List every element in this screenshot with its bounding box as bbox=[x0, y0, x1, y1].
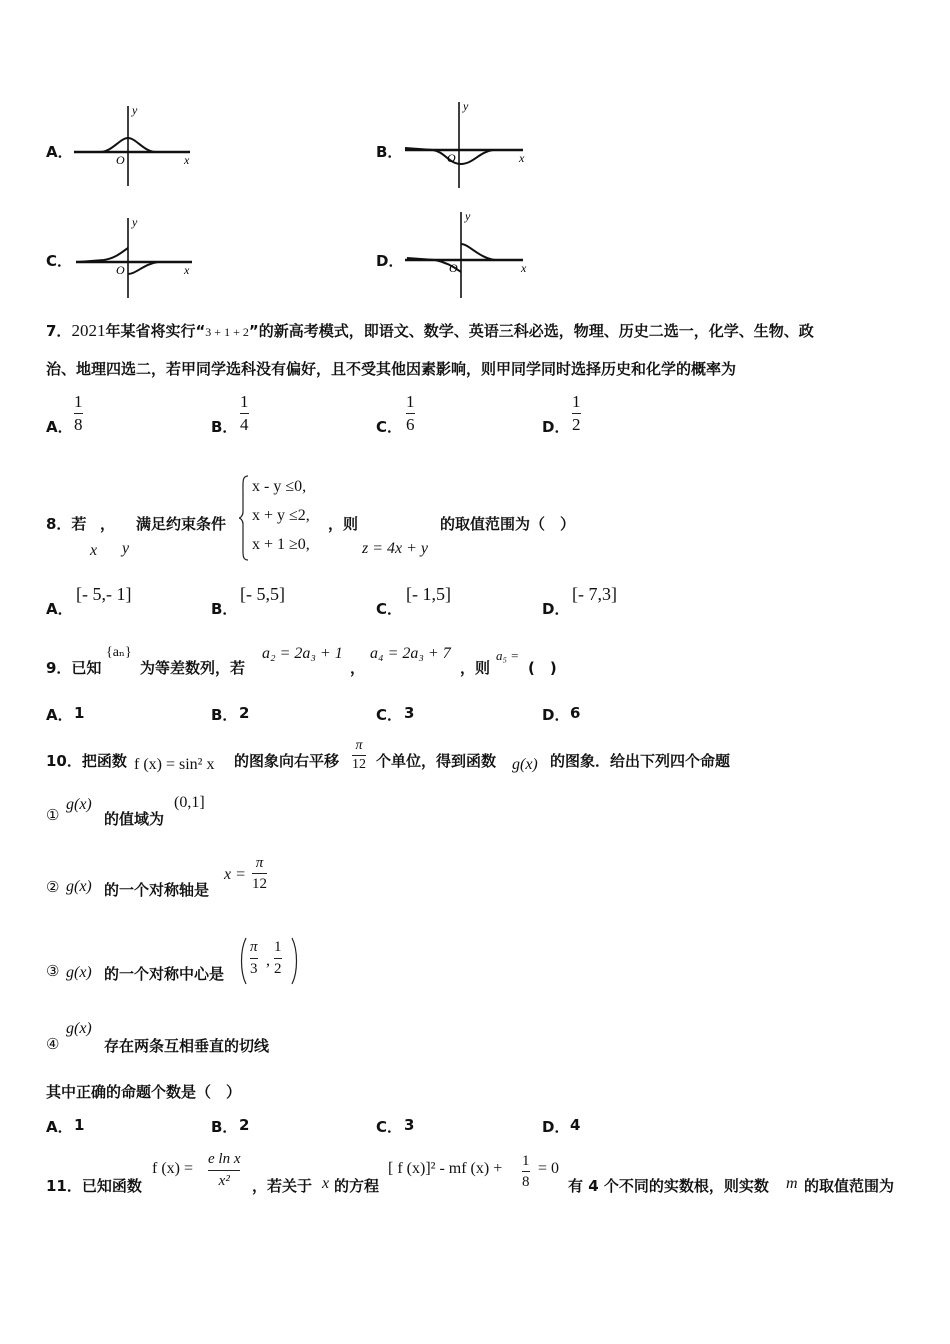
q10-prop2-mark: ② bbox=[46, 880, 60, 896]
x-label: x bbox=[519, 151, 525, 165]
q10-prop2-x: x = bbox=[224, 866, 246, 883]
origin-label: O bbox=[116, 153, 125, 167]
q9-option-b-value: 2 bbox=[239, 704, 250, 722]
q8-brace bbox=[238, 474, 250, 562]
q9-option-a-label: A． bbox=[46, 706, 73, 724]
x-label: x bbox=[521, 261, 527, 275]
q9-text3: ( ) bbox=[528, 659, 557, 677]
q10-shift-fraction bbox=[352, 738, 366, 773]
q6-option-b-label: B． bbox=[376, 143, 403, 161]
q11-equation-left: [ f (x)]² - mf (x) + bbox=[388, 1160, 503, 1177]
q6-option-c-label: C． bbox=[46, 252, 73, 270]
q8-text1: 满足约束条件 bbox=[136, 515, 227, 533]
q9-equation-3: a₅ = bbox=[496, 648, 520, 663]
q10-prop3-text: 的一个对称中心是 bbox=[104, 965, 225, 983]
q10-prop1-mark: ① bbox=[46, 808, 60, 824]
q9-option-c-label: C． bbox=[376, 706, 403, 724]
q11-text2: 的方程 bbox=[334, 1177, 380, 1195]
q10-text1: 的图象向右平移 bbox=[234, 752, 340, 770]
q10-function-g: g(x) bbox=[512, 756, 538, 773]
q9-separator: ， bbox=[350, 659, 366, 677]
q11-var-x: x bbox=[322, 1175, 330, 1192]
q6-graph-d bbox=[403, 206, 535, 300]
q6-graph-c bbox=[74, 212, 204, 300]
q10-question: 其中正确的命题个数是（ ） bbox=[46, 1083, 242, 1101]
q9-sequence: {aₙ} bbox=[106, 645, 132, 660]
denominator: 12 bbox=[252, 876, 267, 892]
q11-equation-right: = 0 bbox=[538, 1160, 560, 1177]
y-label: y bbox=[465, 209, 471, 223]
q8-option-b-label: B． bbox=[211, 600, 238, 618]
q10-prop3-fraction-2 bbox=[274, 938, 282, 979]
q7-option-d-label: D． bbox=[542, 418, 570, 436]
q10-prop4-g: g(x) bbox=[66, 1020, 92, 1037]
q8-option-c-value: [- 1,5] bbox=[406, 584, 451, 604]
q10-prop2-text: 的一个对称轴是 bbox=[104, 881, 210, 899]
q11-var-m: m bbox=[786, 1175, 798, 1192]
q8-constraint-1: x - y ≤0, bbox=[252, 478, 307, 495]
q10-prop3-fraction-1 bbox=[250, 938, 258, 979]
origin-label: O bbox=[449, 261, 458, 275]
y-label: y bbox=[132, 103, 138, 117]
denominator: x² bbox=[218, 1173, 230, 1189]
q10-option-a-label: A． bbox=[46, 1118, 73, 1136]
q10-prop1-text: 的值域为 bbox=[104, 810, 165, 828]
q7-mode: 3 + 1 + 2 bbox=[205, 325, 249, 339]
q9-text2: ，则 bbox=[460, 659, 491, 677]
q11-function-f: f (x) = bbox=[152, 1160, 194, 1177]
q10-prop3-mark: ③ bbox=[46, 964, 60, 980]
q10-prop1-value: (0,1] bbox=[174, 794, 205, 811]
q8-var-y: y bbox=[122, 540, 130, 557]
q10-prop4-mark: ④ bbox=[46, 1037, 60, 1053]
q8-option-d-label: D． bbox=[542, 600, 570, 618]
q10-option-d-label: D． bbox=[542, 1118, 570, 1136]
q9-equation-2: a₄ = 2a₃ + 7 bbox=[370, 645, 451, 662]
q7-option-a-fraction bbox=[74, 392, 83, 435]
q11-number: 11．已知函数 bbox=[46, 1177, 142, 1195]
q9-option-d-label: D． bbox=[542, 706, 570, 724]
q8-option-a-value: [- 5,- 1] bbox=[76, 584, 132, 604]
q10-option-a-value: 1 bbox=[74, 1116, 85, 1134]
q8-constraint-3: x + 1 ≥0, bbox=[252, 536, 310, 553]
q8-constraint-2: x + y ≤2, bbox=[252, 507, 310, 524]
numerator: 1 bbox=[240, 392, 249, 411]
q7-option-c-label: C． bbox=[376, 418, 403, 436]
origin-label: O bbox=[116, 263, 125, 277]
origin-label: O bbox=[447, 151, 456, 165]
q9-text1: 为等差数列，若 bbox=[140, 659, 246, 677]
numerator: 1 bbox=[406, 392, 415, 411]
q8-comma: ， bbox=[100, 515, 116, 533]
q8-option-b-value: [- 5,5] bbox=[240, 584, 285, 604]
q7-option-b-label: B． bbox=[211, 418, 238, 436]
denominator: 12 bbox=[352, 757, 366, 772]
denominator: 8 bbox=[74, 415, 83, 434]
q6-graph-a bbox=[72, 100, 202, 190]
q11-text4: 的取值范围为 bbox=[804, 1177, 895, 1195]
q7-text2: ”的新高考模式，即语文、数学、英语三科必选，物理、历史二选一，化学、生物、政 bbox=[248, 322, 814, 340]
q10-prop2-fraction bbox=[252, 854, 267, 893]
y-label: y bbox=[132, 215, 138, 229]
q6-option-d-label: D． bbox=[376, 252, 404, 270]
q7-text1: 年某省将实行“ bbox=[105, 322, 206, 340]
q9-option-c-value: 3 bbox=[404, 704, 415, 722]
q11-equation-fraction bbox=[522, 1152, 530, 1191]
numerator: π bbox=[250, 939, 258, 955]
q7-option-c-fraction bbox=[406, 392, 415, 435]
q11-text3: 有 4 个不同的实数根，则实数 bbox=[568, 1177, 769, 1195]
numerator: 1 bbox=[522, 1153, 530, 1169]
x-label: x bbox=[184, 263, 190, 277]
q10-prop1-g: g(x) bbox=[66, 796, 92, 813]
q7-line2: 治、地理四选二，若甲同学选科没有偏好，且不受其他因素影响，则甲同学同时选择历史和化学的概率为 bbox=[46, 360, 737, 378]
q10-option-c-value: 3 bbox=[404, 1116, 415, 1134]
q8-option-c-label: C． bbox=[376, 600, 403, 618]
q9-number: 9．已知 bbox=[46, 659, 102, 677]
q11-text1: ，若关于 bbox=[252, 1177, 313, 1195]
curve bbox=[407, 244, 521, 272]
q8-var-x: x bbox=[90, 542, 98, 559]
q10-option-b-value: 2 bbox=[239, 1116, 250, 1134]
q10-prop3-comma: , bbox=[266, 952, 270, 969]
q8-option-d-value: [- 7,3] bbox=[572, 584, 617, 604]
q10-prop2-g: g(x) bbox=[66, 878, 92, 895]
q10-text2: 个单位，得到函数 bbox=[376, 752, 497, 770]
q8-text2: ，则 bbox=[328, 515, 359, 533]
denominator: 3 bbox=[250, 961, 258, 977]
q6-option-a-label: A． bbox=[46, 143, 73, 161]
y-label: y bbox=[463, 99, 469, 113]
numerator: π bbox=[355, 738, 363, 753]
q7-year: 2021 bbox=[71, 321, 106, 340]
x-label: x bbox=[184, 153, 190, 167]
denominator: 2 bbox=[274, 961, 282, 977]
q9-option-a-value: 1 bbox=[74, 704, 85, 722]
numerator: π bbox=[255, 855, 264, 871]
q8-text3: 的取值范围为（ ） bbox=[440, 515, 576, 533]
q9-option-d-value: 6 bbox=[570, 704, 581, 722]
denominator: 8 bbox=[522, 1174, 530, 1190]
q9-option-b-label: B． bbox=[211, 706, 238, 724]
q8-objective: z = 4x + y bbox=[362, 540, 429, 557]
q10-number: 10．把函数 bbox=[46, 752, 127, 770]
q6-graph-b bbox=[403, 96, 533, 190]
q9-equation-1: a₂ = 2a₃ + 1 bbox=[262, 645, 343, 662]
q11-function-fraction bbox=[208, 1150, 240, 1191]
denominator: 4 bbox=[240, 415, 249, 434]
q7-option-b-fraction bbox=[240, 392, 249, 435]
q10-option-b-label: B． bbox=[211, 1118, 238, 1136]
q7-option-a-label: A． bbox=[46, 418, 73, 436]
q10-prop3-g: g(x) bbox=[66, 964, 92, 981]
q10-option-c-label: C． bbox=[376, 1118, 403, 1136]
numerator: e ln x bbox=[208, 1151, 241, 1167]
q10-option-d-value: 4 bbox=[570, 1116, 581, 1134]
numerator: 1 bbox=[572, 392, 581, 411]
q7-number: 7． bbox=[46, 322, 72, 340]
denominator: 2 bbox=[572, 415, 581, 434]
q7-line1 bbox=[46, 320, 814, 341]
q10-text3: 的图象．给出下列四个命题 bbox=[550, 752, 731, 770]
q8-number: 8．若 bbox=[46, 515, 87, 533]
numerator: 1 bbox=[74, 392, 83, 411]
q8-option-a-label: A． bbox=[46, 600, 73, 618]
denominator: 6 bbox=[406, 415, 415, 434]
q7-option-d-fraction bbox=[572, 392, 581, 435]
q10-function-f: f (x) = sin² x bbox=[134, 756, 215, 773]
q10-prop4-text: 存在两条互相垂直的切线 bbox=[104, 1037, 270, 1055]
numerator: 1 bbox=[274, 939, 282, 955]
